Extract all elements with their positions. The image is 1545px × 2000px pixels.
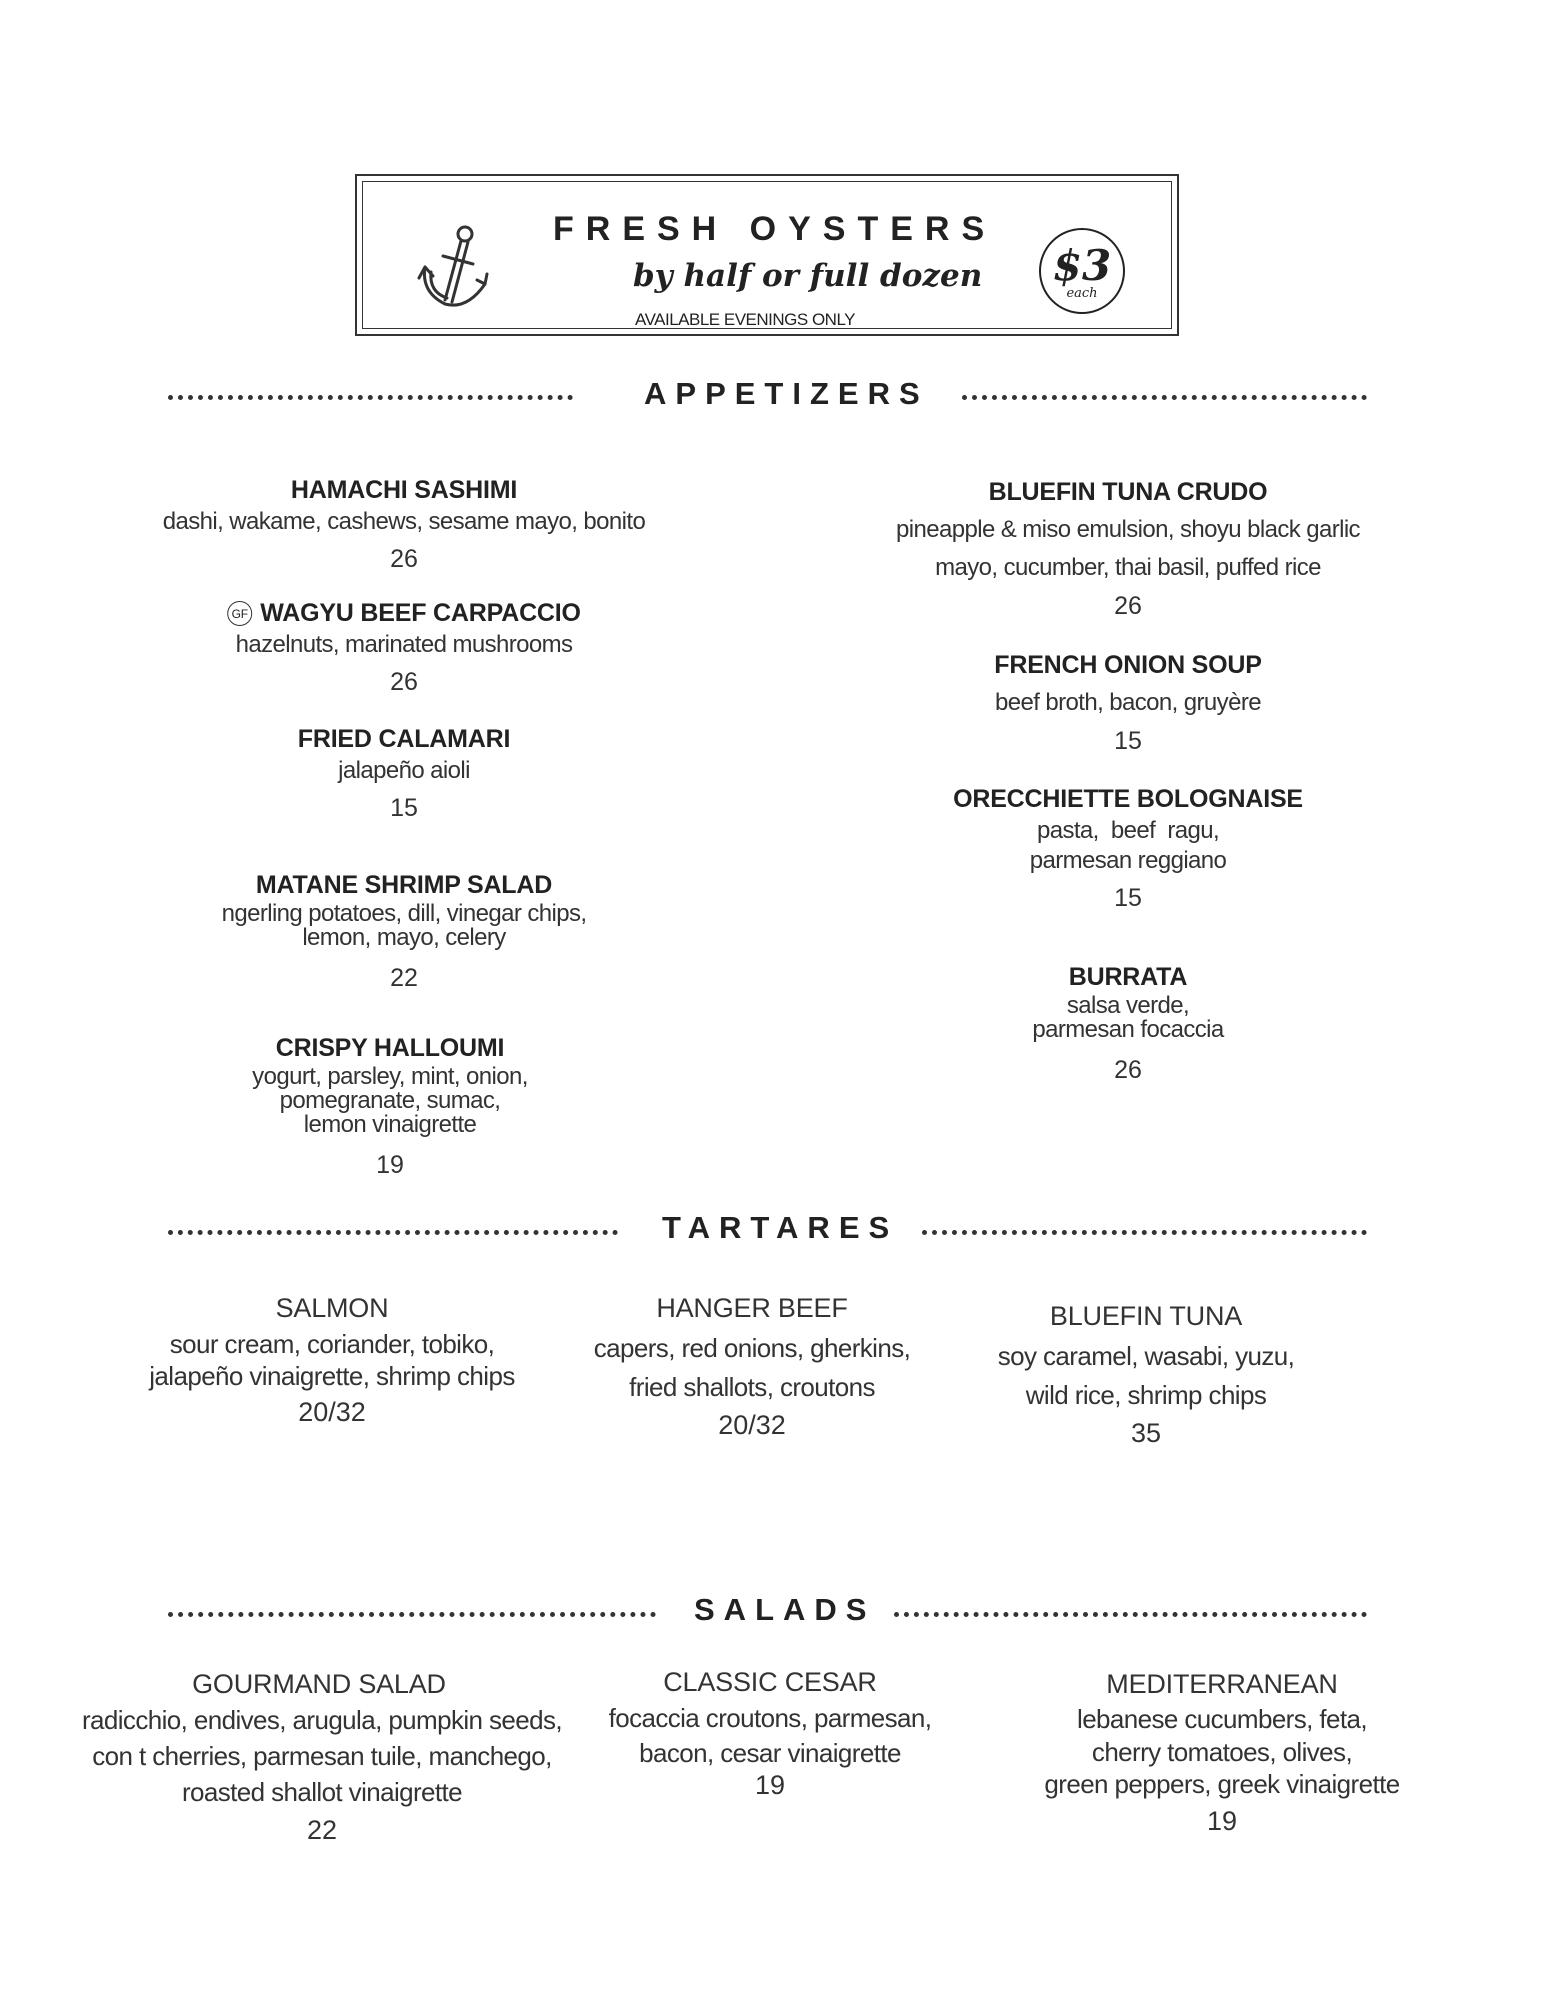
item-name: WAGYU BEEF CARPACCIO [260, 599, 581, 627]
item-description: hazelnuts, marinated mushrooms [235, 631, 573, 658]
menu-item-orecchiette-bolognaise [953, 782, 1303, 914]
item-description-line: capers, red onions, gherkins, [593, 1333, 911, 1363]
menu-item-bluefin-tuna-tartare [998, 1298, 1295, 1452]
menu-item-french-onion-soup [994, 648, 1261, 760]
item-description-line: lebanese cucumbers, feta, [1077, 1704, 1367, 1734]
menu-item-hanger-beef-tartare [594, 1290, 910, 1444]
dotted-divider-right [922, 1230, 1367, 1235]
item-price: 26 [390, 545, 418, 573]
menu-item-bluefin-tuna-crudo [896, 475, 1360, 625]
menu-item-burrata [1032, 960, 1223, 1086]
item-description-line: pomegranate, sumac, [279, 1087, 501, 1114]
oysters-banner-inner-border [362, 181, 1172, 329]
item-description-line: lemon, mayo, celery [302, 924, 506, 951]
item-price: 20/32 [298, 1397, 366, 1427]
item-description-line: sour cream, coriander, tobiko, [169, 1329, 495, 1359]
item-price: 22 [306, 1815, 338, 1845]
item-name: BURRATA [1068, 963, 1188, 991]
dotted-divider-left [168, 1612, 656, 1617]
item-description-line: radicchio, endives, arugula, pumpkin seeds, [81, 1705, 563, 1735]
oysters-price-unit: each [1066, 286, 1098, 301]
item-name: HAMACHI SASHIMI [290, 476, 518, 504]
item-description-line: mayo, cucumber, thai basil, puffed rice [935, 554, 1321, 581]
item-price: 15 [1114, 884, 1142, 912]
item-price: 19 [754, 1770, 786, 1800]
item-description-line: jalapeño vinaigrette, shrimp chips [149, 1361, 515, 1391]
item-description-line: bacon, cesar vinaigrette [639, 1738, 901, 1768]
dotted-divider-right [962, 395, 1367, 400]
item-description-line: pineapple & miso emulsion, shoyu black garlic [896, 516, 1360, 543]
dotted-divider-right [894, 1612, 1367, 1617]
gluten-free-badge: GF [227, 601, 252, 626]
item-description-line: salsa verde, [1066, 992, 1190, 1019]
item-price: 26 [390, 668, 418, 696]
item-price: 35 [1130, 1418, 1162, 1448]
item-description-line: cherry tomatoes, olives, [1091, 1737, 1353, 1767]
section-title-appetizers: APPETIZERS [644, 376, 929, 411]
menu-item-hamachi-sashimi [163, 473, 645, 575]
item-description-line: parmesan focaccia [1032, 1016, 1224, 1043]
item-name: GOURMAND SALAD [192, 1669, 446, 1699]
item-description-line: yogurt, parsley, mint, onion, [252, 1063, 528, 1090]
section-title-tartares: TARTARES [662, 1210, 899, 1245]
item-name: MEDITERRANEAN [1106, 1669, 1338, 1699]
item-price: 22 [390, 964, 418, 992]
item-price: 15 [390, 794, 418, 822]
oysters-price-badge [1039, 228, 1125, 314]
dotted-divider-left [168, 1230, 618, 1235]
section-title-salads: SALADS [694, 1592, 876, 1627]
item-name: CRISPY HALLOUMI [275, 1034, 505, 1062]
item-price: 15 [1114, 727, 1142, 755]
item-description-line: green peppers, greek vinaigrette [1044, 1769, 1400, 1799]
item-description-line: pasta, beef ragu, [1036, 817, 1220, 844]
item-price: 20/32 [718, 1410, 786, 1440]
item-name: CLASSIC CESAR [663, 1667, 877, 1697]
menu-item-gourmand-salad [82, 1666, 562, 1850]
item-name: FRENCH ONION SOUP [994, 651, 1262, 679]
menu-item-fried-calamari [298, 722, 510, 824]
menu-item-matane-shrimp-salad [222, 868, 587, 994]
oysters-subtitle: by half or full dozen [633, 258, 983, 294]
item-price: 19 [1206, 1806, 1238, 1836]
item-price: 26 [1114, 592, 1142, 620]
item-name: FRIED CALAMARI [297, 725, 511, 753]
item-description-line: con t cherries, parmesan tuile, manchego, [92, 1741, 552, 1771]
menu-item-classic-cesar [609, 1664, 932, 1800]
item-name: BLUEFIN TUNA CRUDO [988, 478, 1268, 506]
oysters-banner [355, 174, 1179, 336]
item-description-line: focaccia croutons, parmesan, [608, 1703, 932, 1733]
item-name: SALMON [275, 1293, 389, 1323]
menu-item-crispy-halloumi [252, 1031, 528, 1181]
item-price: 26 [1114, 1056, 1142, 1084]
anchor-icon [415, 222, 495, 312]
item-description-line: parmesan reggiano [1029, 847, 1227, 874]
item-price: 19 [376, 1151, 404, 1179]
menu-item-salmon-tartare [149, 1290, 514, 1432]
item-name: BLUEFIN TUNA [1049, 1301, 1243, 1331]
menu-item-wagyu-beef-carpaccio [227, 596, 581, 698]
item-description: beef broth, bacon, gruyère [995, 689, 1261, 716]
item-description-line: fried shallots, croutons [629, 1372, 875, 1402]
dotted-divider-left [168, 395, 573, 400]
item-name: MATANE SHRIMP SALAD [255, 871, 553, 899]
menu-item-mediterranean [1044, 1666, 1399, 1842]
item-description: jalapeño aioli [338, 757, 470, 784]
item-name: HANGER BEEF [656, 1293, 848, 1323]
item-description-line: wild rice, shrimp chips [1025, 1380, 1267, 1410]
item-description-line: soy caramel, wasabi, yuzu, [997, 1341, 1295, 1371]
item-description-line: roasted shallot vinaigrette [181, 1777, 463, 1807]
oysters-availability-note: AVAILABLE EVENINGS ONLY [635, 310, 855, 329]
item-description: dashi, wakame, cashews, sesame mayo, bonito [162, 508, 646, 535]
item-name: ORECCHIETTE BOLOGNAISE [953, 785, 1303, 813]
oysters-price: $3 [1052, 241, 1112, 290]
item-description-line: lemon vinaigrette [303, 1111, 477, 1138]
oysters-title: FRESH OYSTERS [553, 210, 997, 248]
item-description-line: ngerling potatoes, dill, vinegar chips, [221, 900, 587, 927]
